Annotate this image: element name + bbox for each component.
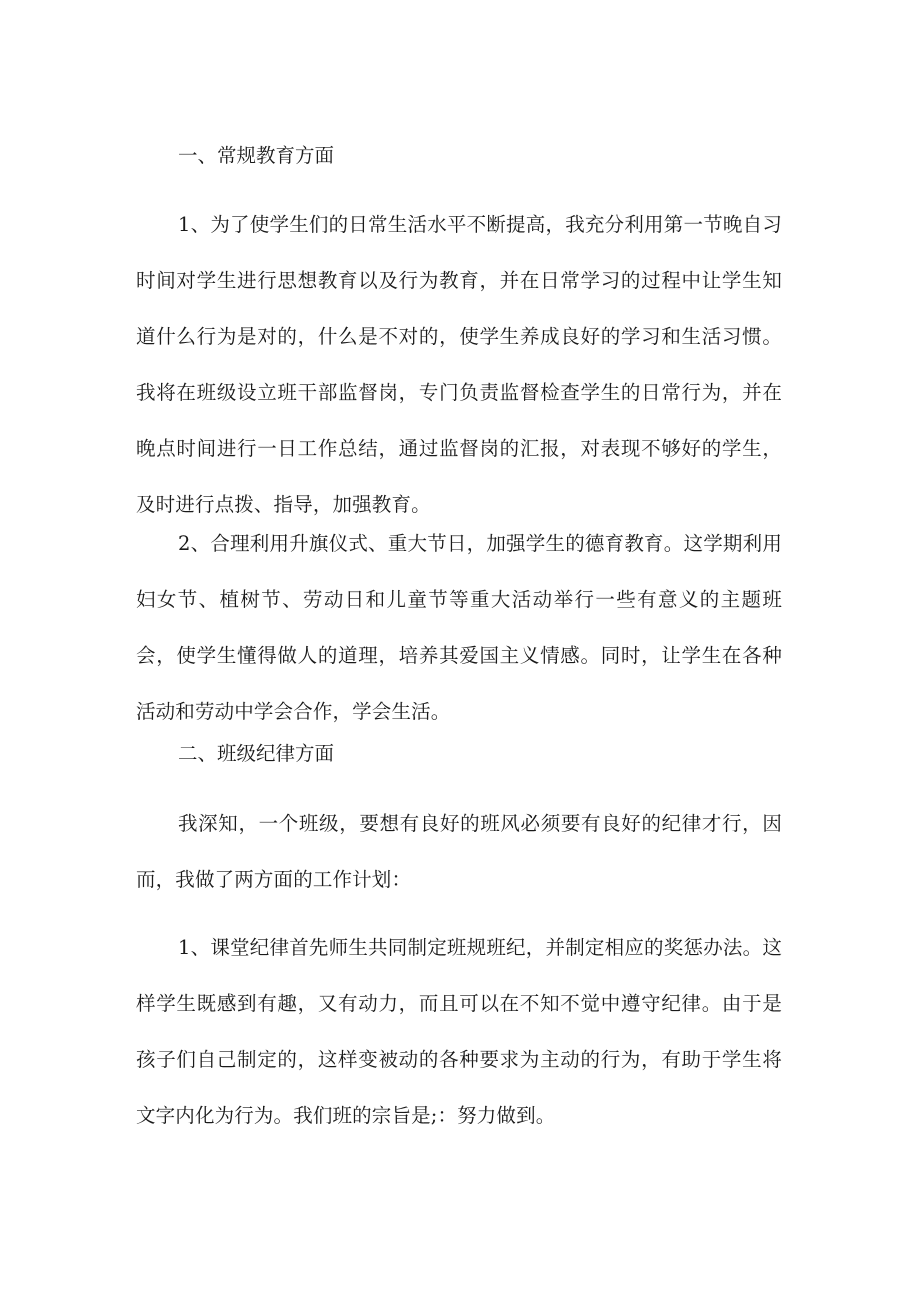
paragraph-routine-education-2: 2、合理利用升旗仪式、重大节日，加强学生的德育教育。这学期利用妇女节、植树节、劳动日和儿童节等重大活动举行一些有意义的主题班会，使学生懂得做人的道理，培养其爱国主义情感。同时，让学生在各种活动和劳动中学会合作，学会生活。: [136, 532, 782, 723]
paragraph-class-discipline-1: 1、课堂纪律首先师生共同制定班规班纪，并制定相应的奖惩办法。这样学生既感到有趣，又有动力，而且可以在不知不觉中遵守纪律。由于是孩子们自己制定的，这样变被动的各种要求为主动的行为，有助于学生将文字内化为行为。我们班的宗旨是;：努力做到。: [136, 936, 782, 1127]
section-heading-routine-education: 一、常规教育方面: [178, 144, 335, 167]
paragraph-class-discipline-intro: 我深知，一个班级，要想有良好的班风必须要有良好的纪律才行，因而，我做了两方面的工作计划：: [136, 812, 782, 891]
section-heading-class-discipline: 二、班级纪律方面: [178, 742, 335, 765]
paragraph-routine-education-1: 1、为了使学生们的日常生活水平不断提高，我充分利用第一节晚自习时间对学生进行思想教育以及行为教育，并在日常学习的过程中让学生知道什么行为是对的，什么是不对的，使学生养成良好的学习和生活习惯。我将在班级设立班干部监督岗，专门负责监督检查学生的日常行为，并在晚点时间进行一日工作总结，通过监督岗的汇报，对表现不够好的学生，及时进行点拨、指导，加强教育。: [136, 213, 782, 516]
